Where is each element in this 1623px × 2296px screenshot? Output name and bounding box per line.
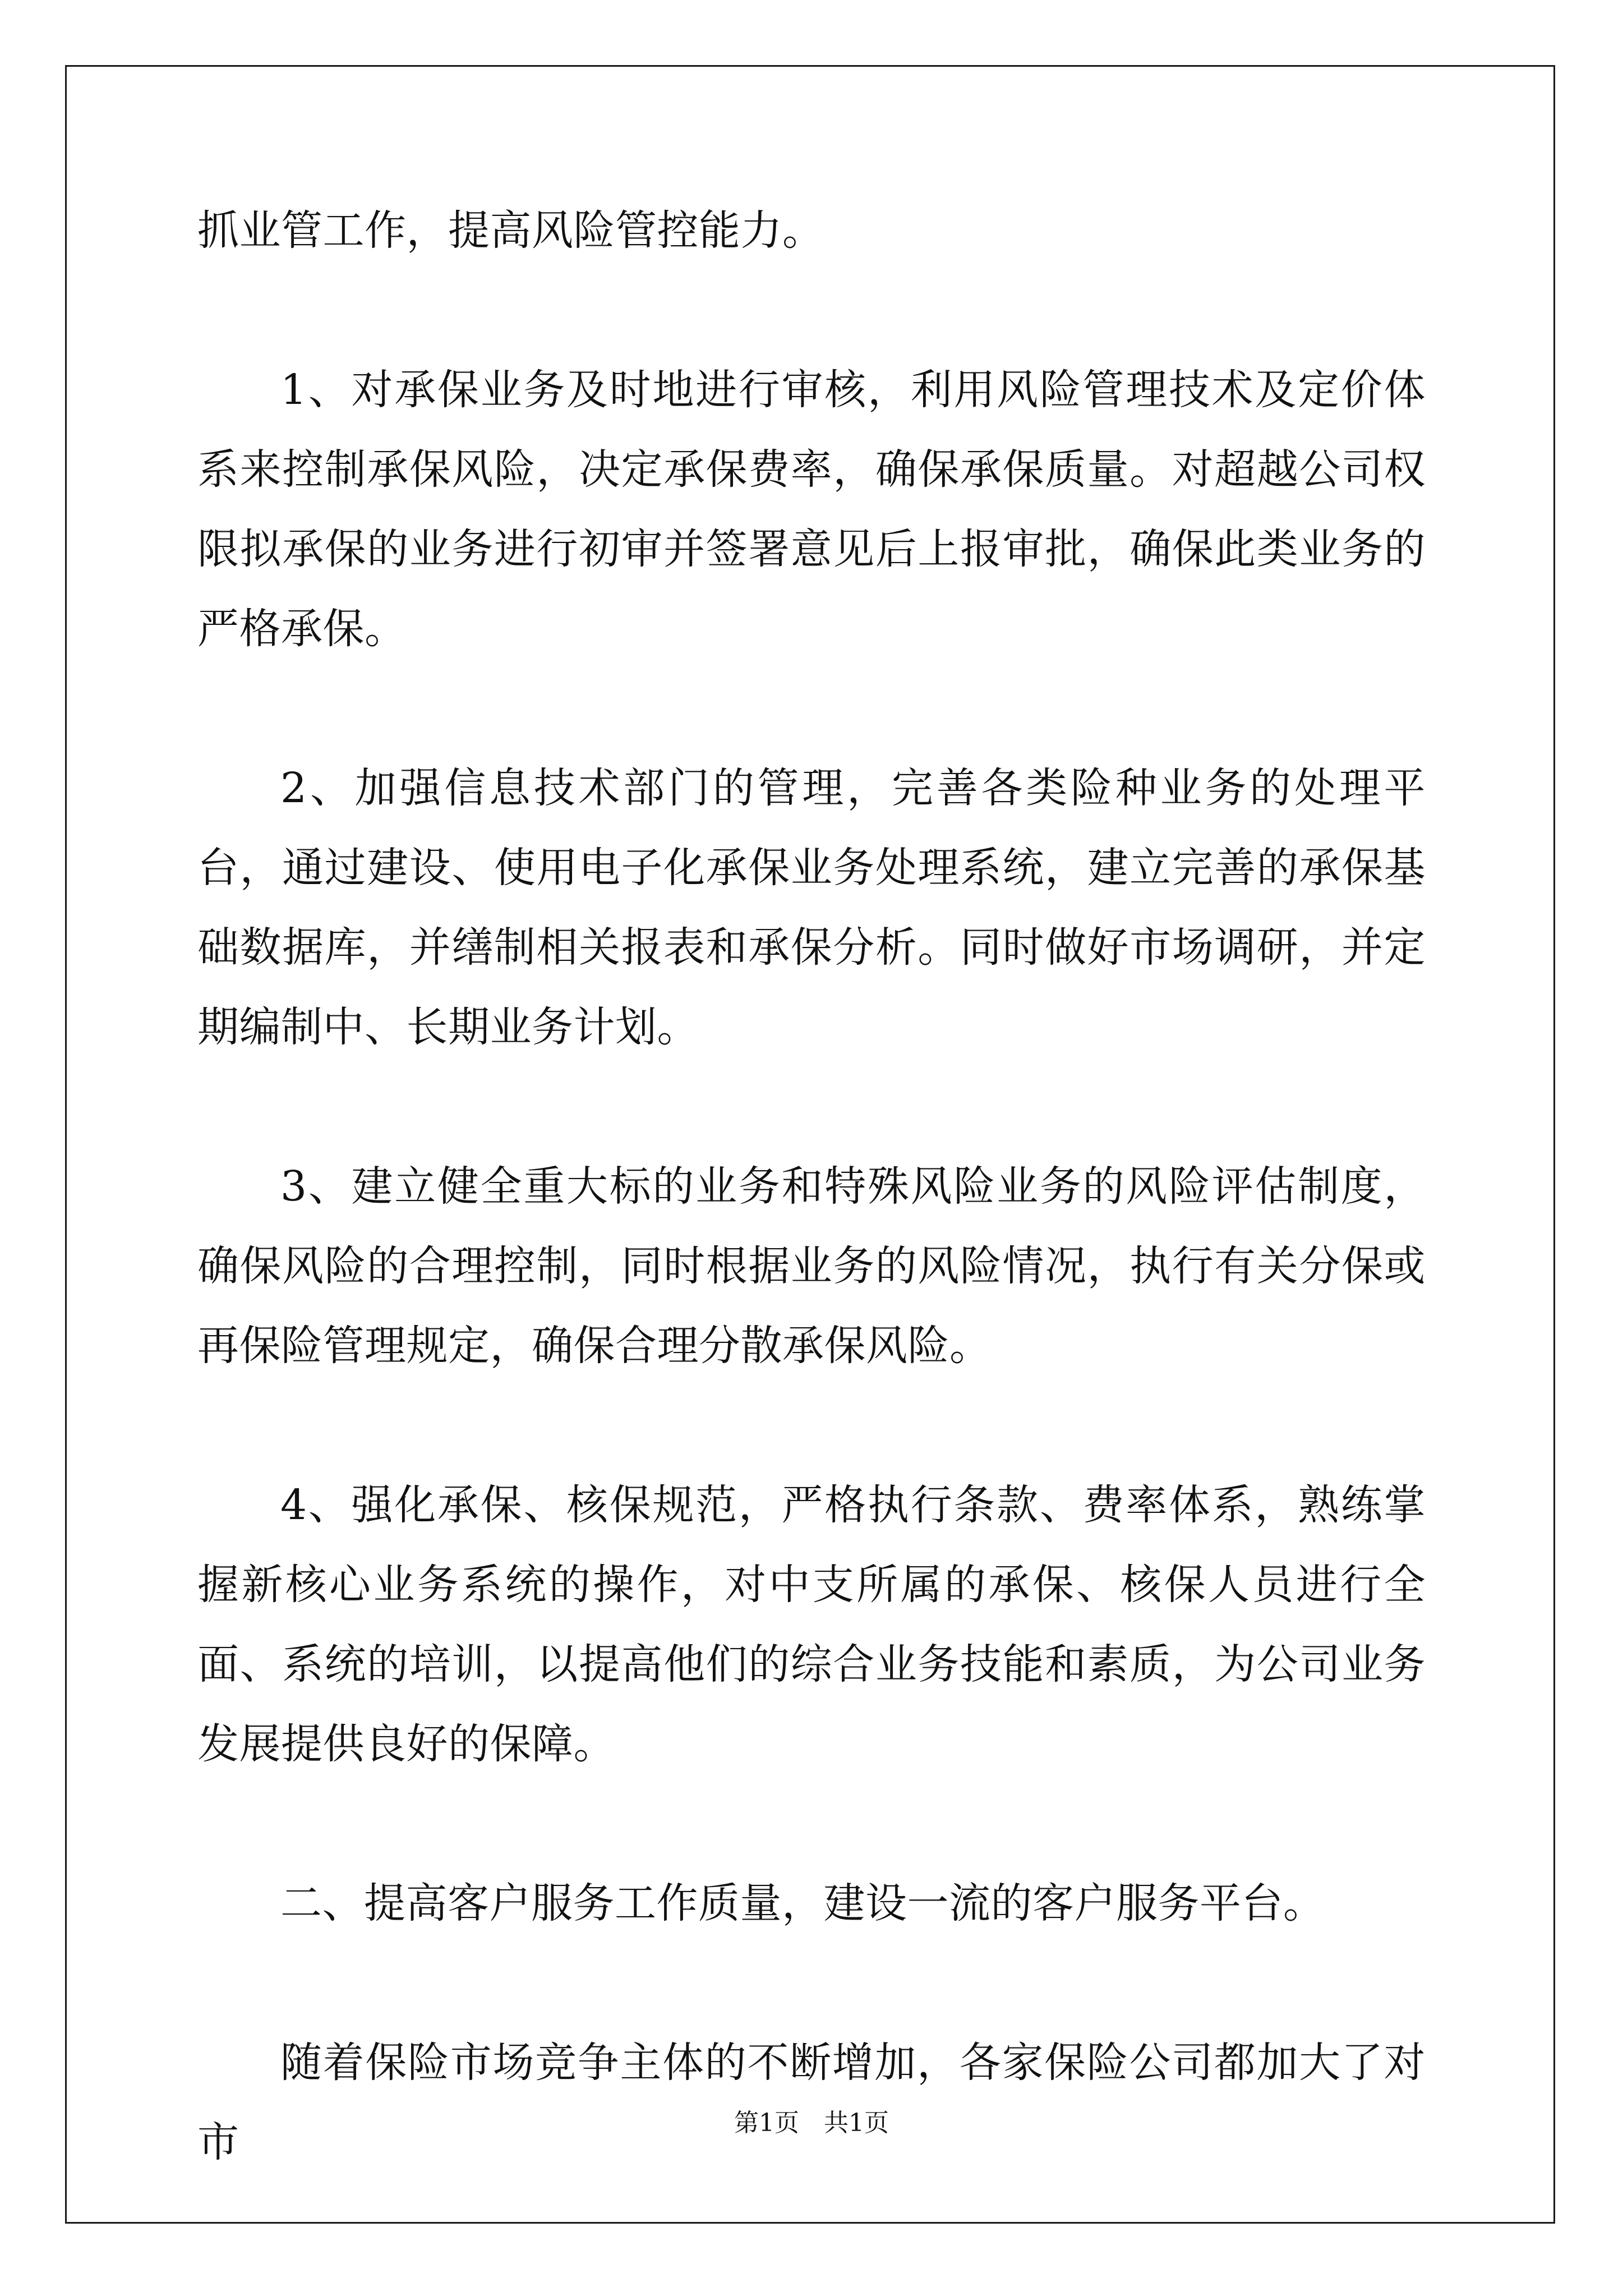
paragraph-item-3: 3、建立健全重大标的业务和特殊风险业务的风险评估制度，确保风险的合理控制，同时根据业务的风险情况，执行有关分保或再保险管理规定，确保合理分散承保风险。 xyxy=(197,1162,1426,1370)
paragraph-item-1: 1、对承保业务及时地进行审核，利用风险管理技术及定价体系来控制承保风险，决定承保费率，确保承保质量。对超越公司权限拟承保的业务进行初审并签署意见后上报审批，确保此类业务的严格承保。 xyxy=(197,366,1426,653)
paragraph-section-2-intro: 随着保险市场竞争主体的不断增加，各家保险公司都加大了对市 xyxy=(197,2039,1426,2166)
paragraph-item-4: 4、强化承保、核保规范，严格执行条款、费率体系，熟练掌握新核心业务系统的操作，对中支所属的承保、核保人员进行全面、系统的培训，以提高他们的综合业务技能和素质，为公司业务发展提供良好的保障。 xyxy=(197,1481,1426,1768)
paragraph-continuation: 抓业管工作，提高风险管控能力。 xyxy=(197,206,824,255)
document-body xyxy=(197,191,1426,2262)
section-heading-2: 二、提高客户服务工作质量，建设一流的客户服务平台。 xyxy=(280,1879,1325,1927)
page-footer xyxy=(0,2106,1623,2140)
page-number-label: 第1页 共1页 xyxy=(734,2109,889,2137)
paragraph-item-2: 2、加强信息技术部门的管理，完善各类险种业务的处理平台，通过建设、使用电子化承保业务处理系统，建立完善的承保基础数据库，并缮制相关报表和承保分析。同时做好市场调研，并定期编制中、长期业务计划。 xyxy=(197,764,1426,1051)
